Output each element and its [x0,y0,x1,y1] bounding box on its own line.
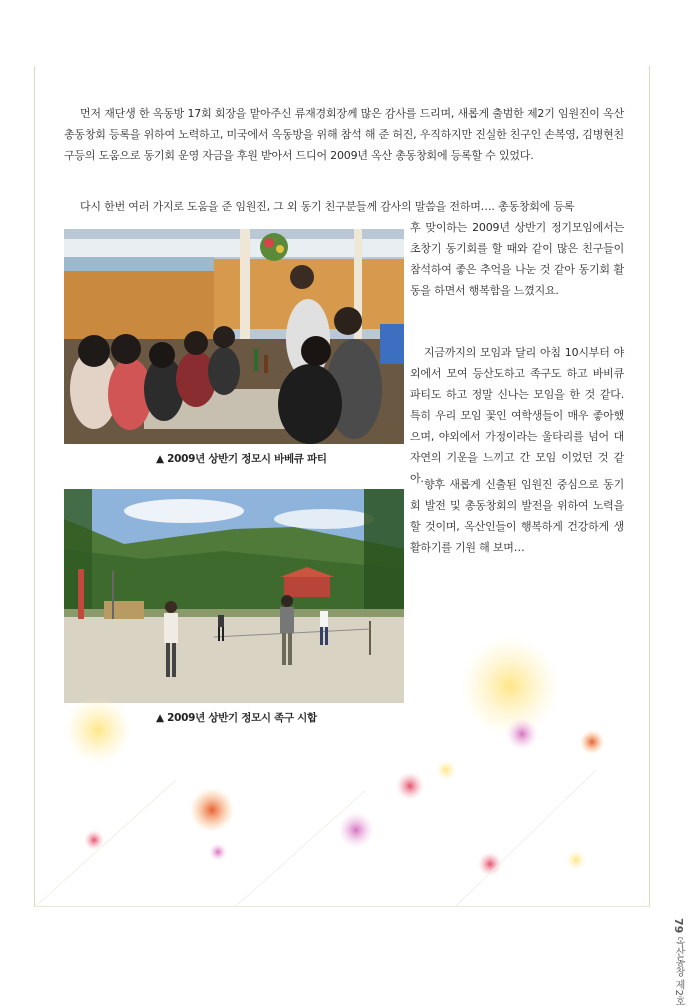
jokgu-match-photo [64,489,404,703]
article-paragraph-4: 향후 새롭게 신출된 임원진 중심으로 동기회 발전 및 총동창회의 발전을 위하여 노력을 할 것이며, 옥산인들이 행복하게 건강하게 생활하기를 기원 해 보며… [410,478,624,554]
article-paragraph-3: 지금까지의 모임과 달리 아침 10시부터 야외에서 모여 등산도하고 족구도 하고 바비큐 파티도 하고 정말 신나는 모임을 한 것 같다. 특히 우리 모임 꽃인 여학생들이 매우 좋아했으며, 야외에서 가정이라는 울타리를 넘어 대자연의 기운을 느끼고 간 모임 이었던 것 같아. [410,346,624,485]
photo-2-caption: ▲ 2009년 상반기 정모시 족구 시합 [156,712,317,724]
photo-1-caption: ▲ 2009년 상반기 정모시 바베큐 파티 [156,453,327,465]
article-paragraph-2-continued: 후 맞이하는 2009년 상반기 정기모임에서는 초창기 동기회를 할 때와 같이 많은 친구들이 참석하여 좋은 추억을 나눈 것 같아 동기회 활동을 하면서 행복함을 느꼈지요. [410,221,624,297]
magazine-name: 옥산동창 제2호 [673,936,684,1007]
barbecue-party-photo [64,229,404,444]
page-number-value: 79 [672,918,685,934]
page-number [672,918,686,1006]
article-paragraph-2-lead: 다시 한번 여러 가지로 도움을 준 임원진, 그 외 동기 친구분들께 감사의 말씀을 전하며…. 총동창회에 등록 [80,200,575,213]
article-paragraph-1: 먼저 재단생 한 옥동방 17회 회장을 맡아주신 류재경회장께 많은 감사를 드리며, 새롭게 출범한 제2기 임원진이 옥산총동창회 등록을 위하여 노력하고, 미국에서 옥동방을 위해 참석 해 준 허진, 우직하지만 진실한 친구인 손복영, 김병현친구등의 도움으로 동기회 운영 자금을 후원 받아서 드디어 2009년 옥산 총동창회에 등록할 수 있었다. [64,107,624,162]
